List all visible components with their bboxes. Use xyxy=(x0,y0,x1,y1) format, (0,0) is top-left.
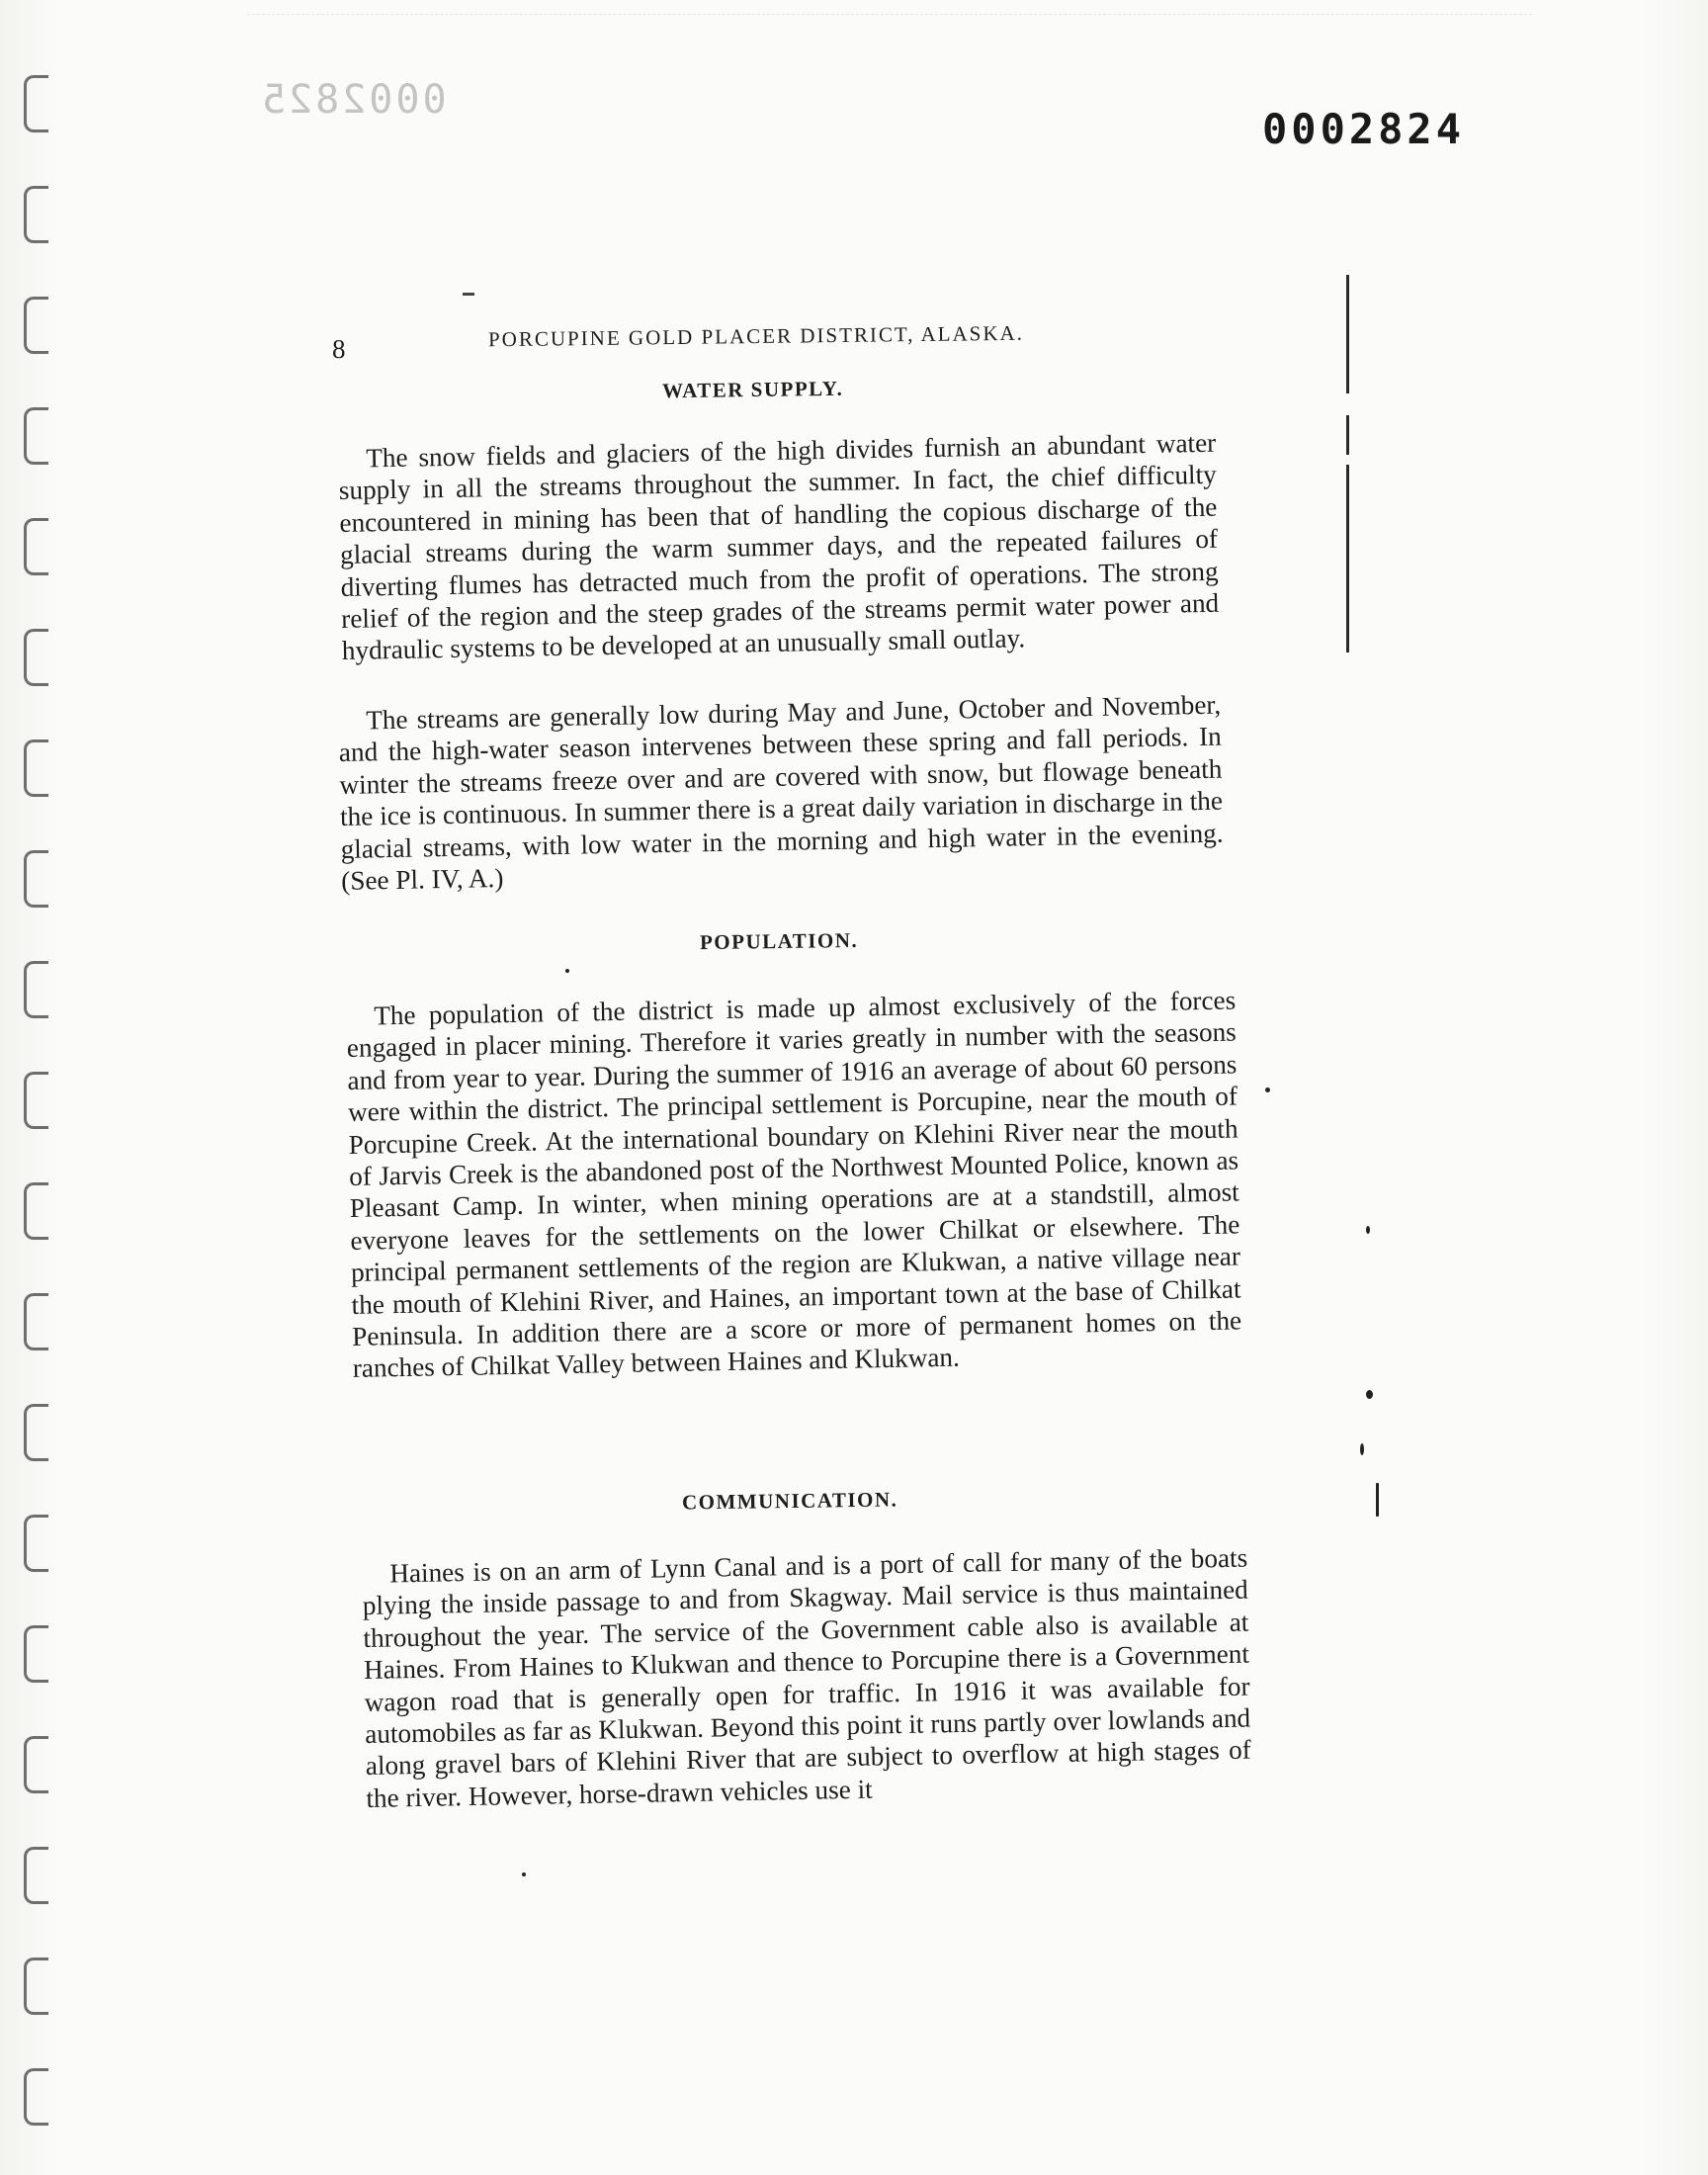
scan-speck xyxy=(1366,1390,1373,1399)
running-title: PORCUPINE GOLD PLACER DISTRICT, ALASKA. xyxy=(487,320,1025,352)
binder-hole xyxy=(24,850,48,908)
binder-hole xyxy=(24,407,48,465)
section-heading-population: POPULATION. xyxy=(699,927,859,955)
binder-hole xyxy=(24,75,48,132)
binder-hole xyxy=(24,297,48,354)
margin-rule xyxy=(1346,465,1349,652)
binder-hole xyxy=(24,1293,48,1350)
scan-speck xyxy=(1376,1483,1379,1517)
binder-hole xyxy=(24,1515,48,1572)
paragraph-water-supply-2: The streams are generally low during May and June, October and November, and the high-water season intervenes between these spring and fall periods. In winter the streams freeze over and are covered with snow, but flowage beneath the ice is continuous. In summer there is a great daily variation in discharge in the glacial streams, with low water in the morning and high water in the evening. (See Pl. IV, A.) xyxy=(338,689,1224,896)
binder-hole xyxy=(24,186,48,243)
binder-hole xyxy=(24,1736,48,1793)
binder-hole xyxy=(24,1404,48,1461)
document-number-stamp: 0002824 xyxy=(1262,105,1466,153)
binder-hole xyxy=(24,2068,48,2126)
scan-speck xyxy=(1366,1226,1370,1234)
paragraph-water-supply-1: The snow fields and glaciers of the high divides furnish an abundant water supply in all the streams throughout the summer. In fact, the chief difficulty encountered in mining has been that of handling the copious discharge of the glacial streams during the warm summer days, and the repeated failures of diverting flumes has detracted much from the profit of operations. The strong relief of the region and the steep grades of the streams permit water power and hydraulic systems to be developed at an unusually small outlay. xyxy=(338,427,1220,666)
binder-hole xyxy=(24,1072,48,1129)
section-heading-water-supply: WATER SUPPLY. xyxy=(661,376,844,403)
scan-edge-noise xyxy=(247,0,1532,15)
scan-speck xyxy=(1360,1443,1364,1455)
scan-speck xyxy=(1265,1088,1270,1092)
binder-hole xyxy=(24,740,48,797)
scan-speck xyxy=(522,1872,526,1876)
paragraph-communication: Haines is on an arm of Lynn Canal and is a port of call for many of the boats plying the inside passage to and from Skagway. Mail service is thus maintained throughout the year. The service of the Government cable also is available at Haines. From Haines to Klukwan and thence to Porcupine there is a Government wagon road that is generally open for traffic. In 1916 it was available for automobiles as far as Klukwan. Beyond this point it runs partly over lowlands and along gravel bars of Klehini River that are subject to overflow at high stages of the river. However, horse-drawn vehicles use it xyxy=(362,1542,1251,1813)
binder-hole xyxy=(24,518,48,575)
margin-rule xyxy=(1346,275,1349,393)
page-number: 8 xyxy=(332,334,346,364)
margin-rule xyxy=(1346,415,1349,455)
binder-hole xyxy=(24,1958,48,2015)
binder-hole xyxy=(24,961,48,1018)
binder-hole xyxy=(24,629,48,686)
binder-hole xyxy=(24,1847,48,1904)
paragraph-population: The population of the district is made up almost exclusively of the forces engaged in placer mining. Therefore it varies greatly in number with the seasons and from year to year. During the summer of 1916 an average of about 60 persons were within the district. The principal settlement is Porcupine, near the mouth of Porcupine Creek. At the international boundary on Klehini River near the mouth of Jarvis Creek is the abandoned post of the Northwest Mounted Police, known as Pleasant Camp. In winter, when mining operations are at a standstill, almost everyone leaves for the settlements on the lower Chilkat or elsewhere. The principal permanent settlements of the region are Klukwan, a native village near the mouth of Klehini River, and Haines, an important town at the base of Chilkat Peninsula. In addition there are a score or more of permanent homes on the ranches of Chilkat Valley between Haines and Klukwan. xyxy=(346,985,1242,1384)
bleedthrough-stamp: 0002825 xyxy=(259,77,447,123)
section-heading-communication: COMMUNICATION. xyxy=(681,1487,898,1515)
binder-hole xyxy=(24,1182,48,1240)
scan-speck xyxy=(565,969,569,973)
scan-mark xyxy=(463,293,474,296)
binder-hole xyxy=(24,1625,48,1683)
